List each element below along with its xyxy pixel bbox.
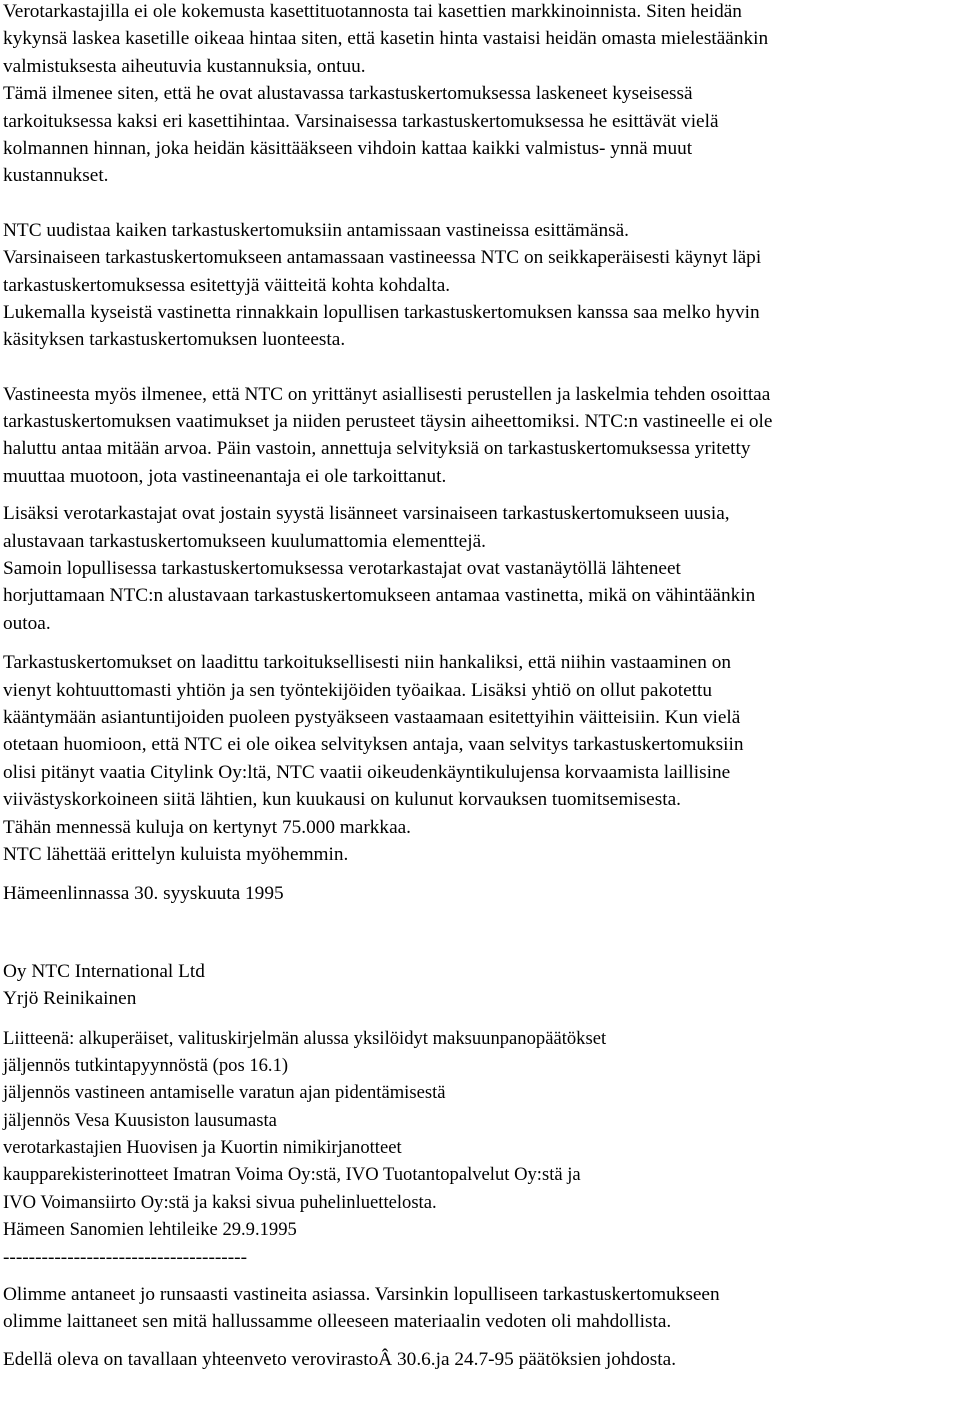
text-line: horjuttamaan NTC:n alustavaan tarkastuskertomukseen antamaa vastinetta, mikä on vähintäänkin [3, 585, 756, 607]
signature-block [3, 958, 958, 1013]
text-line: Vastineesta myös ilmenee, että NTC on yrittänyt asiallisesti perustellen ja laskelmia tehden osoittaa [3, 383, 771, 405]
spacer [3, 868, 958, 880]
attachment-item: Hämeen Sanomien lehtileike 29.9.1995 [3, 1219, 297, 1241]
separator-line: -------------------------------------- [3, 1246, 247, 1268]
spacer [3, 1271, 958, 1281]
spacer [3, 1013, 958, 1025]
text-line: Varsinaiseen tarkastuskertomukseen antamassaan vastineessa NTC on seikkaperäisesti käynyt läpi [3, 247, 762, 269]
text-line: outoa. [3, 612, 51, 634]
text-line: Tarkastuskertomukset on laadittu tarkoituksellisesti niin hankaliksi, että niihin vastaaminen on [3, 652, 731, 674]
paragraph-ntc-responses [3, 217, 958, 354]
attachment-item: Liitteenä: alkuperäiset, valituskirjelmän alussa yksilöidyt maksuunpanopäätökset [3, 1027, 607, 1049]
attachment-item: jäljennös vastineen antamiselle varatun ajan pidentämisestä [3, 1082, 446, 1104]
text-line: haluttu antaa mitään arvoa. Päin vastoin, annettuja selvityksiä on tarkastuskertomuksessa yritetty [3, 438, 751, 460]
text-line: NTC uudistaa kaiken tarkastuskertomuksiin antamissaan vastineissa esittämänsä. [3, 219, 629, 241]
text-line: viivästyskorkoineen siitä lähtien, kun kuukausi on kulunut korvauksen tuomitsemisesta. [3, 789, 681, 811]
text-line: kääntymään asiantuntijoiden puoleen pystyäkseen vastaamaan esitettyihin väitteisiin. Kun vielä [3, 706, 741, 728]
text-line: otetaan huomioon, että NTC ei ole oikea selvityksen antaja, vaan selvitys tarkastuskertomuksiin [3, 734, 744, 756]
text-line: tarkoituksessa kaksi eri kasettihintaa. Varsinaisessa tarkastuskertomuksessa he esittävät vielä [3, 110, 719, 132]
spacer [3, 190, 958, 217]
document-page [3, 0, 958, 1373]
attachment-item: verotarkastajien Huovisen ja Kuortin nimikirjanotteet [3, 1137, 402, 1159]
text-line: olimme laittaneet sen mitä hallussamme olleeseen materiaalin vedoten oli mahdollista. [3, 1311, 672, 1333]
attachment-item: kaupparekisterinotteet Imatran Voima Oy:stä, IVO Tuotantopalvelut Oy:stä ja [3, 1164, 581, 1186]
attachments-list [3, 1025, 958, 1244]
text-line: Lukemalla kyseistä vastinetta rinnakkain lopullisen tarkastuskertomuksen kanssa saa melko hyvin [3, 301, 760, 323]
text-line: Olimme antaneet jo runsaasti vastineita asiassa. Varsinkin lopulliseen tarkastuskertomukseen [3, 1284, 720, 1306]
text-line: vienyt kohtuuttomasti yhtiön ja sen työntekijöiden työaikaa. Lisäksi yhtiö on ollut pakotettu [3, 679, 713, 701]
spacer [3, 908, 958, 958]
text-line: Lisäksi verotarkastajat ovat jostain syystä lisänneet varsinaiseen tarkastuskertomukseen uusia, [3, 503, 730, 525]
spacer [3, 1336, 958, 1346]
paragraph-cassette-pricing [3, 0, 958, 190]
spacer [3, 354, 958, 381]
text-line: NTC lähettää erittelyn kuluista myöhemmin. [3, 843, 349, 865]
paragraph-response-value [3, 381, 958, 491]
paragraph-costs [3, 649, 958, 868]
summary-line: Edellä oleva on tavallaan yhteenveto verovirastoÂ 30.6.ja 24.7-95 päätöksien johdosta. [3, 1348, 677, 1370]
attachment-item: jäljennös Vesa Kuusiston lausumasta [3, 1109, 277, 1131]
spacer [3, 490, 958, 500]
text-line: kustannukset. [3, 165, 109, 187]
text-line: Samoin lopullisessa tarkastuskertomuksessa verotarkastajat ovat vastanäytöllä lähteneet [3, 558, 681, 580]
text-line: alustavaan tarkastuskertomukseen kuulumattomia elementtejä. [3, 530, 486, 552]
paragraph-new-elements [3, 500, 958, 637]
text-line: käsityksen tarkastuskertomuksen luonteesta. [3, 329, 346, 351]
paragraph-previous-responses [3, 1281, 958, 1336]
attachment-item: IVO Voimansiirto Oy:stä ja kaksi sivua puhelinluettelosta. [3, 1191, 437, 1213]
spacer [3, 637, 958, 649]
text-line: olisi pitänyt vaatia Citylink Oy:ltä, NTC vaatii oikeudenkäyntikulujensa korvaamista laillisine [3, 761, 731, 783]
text-line: kykynsä laskea kasetille oikeaa hintaa siten, että kasetin hinta vastaisi heidän omasta mielestäänkin [3, 28, 769, 50]
text-line: Tähän mennessä kuluja on kertynyt 75.000 markkaa. [3, 816, 412, 838]
text-line: Tämä ilmenee siten, että he ovat alustavassa tarkastuskertomuksessa laskeneet kyseisessä [3, 83, 693, 105]
text-line: tarkastuskertomuksen vaatimukset ja niiden perusteet täysin aiheettomiksi. NTC:n vastineelle ei ole [3, 411, 773, 433]
text-line: kolmannen hinnan, joka heidän käsittääkseen vihdoin kattaa kaikki valmistus- ynnä muut [3, 137, 693, 159]
signer-name: Yrjö Reinikainen [3, 988, 137, 1010]
company-name: Oy NTC International Ltd [3, 960, 205, 982]
attachment-item: jäljennös tutkintapyynnöstä (pos 16.1) [3, 1054, 289, 1076]
text-line: muuttaa muotoon, jota vastineenantaja ei ole tarkoittanut. [3, 465, 447, 487]
place-and-date: Hämeenlinnassa 30. syyskuuta 1995 [3, 883, 284, 905]
text-line: valmistuksesta aiheutuvia kustannuksia, ontuu. [3, 55, 366, 77]
text-line: tarkastuskertomuksessa esitettyjä väitteitä kohta kohdalta. [3, 274, 451, 296]
text-line: Verotarkastajilla ei ole kokemusta kasettituotannosta tai kasettien markkinoinnista. Siten heidän [3, 1, 742, 22]
